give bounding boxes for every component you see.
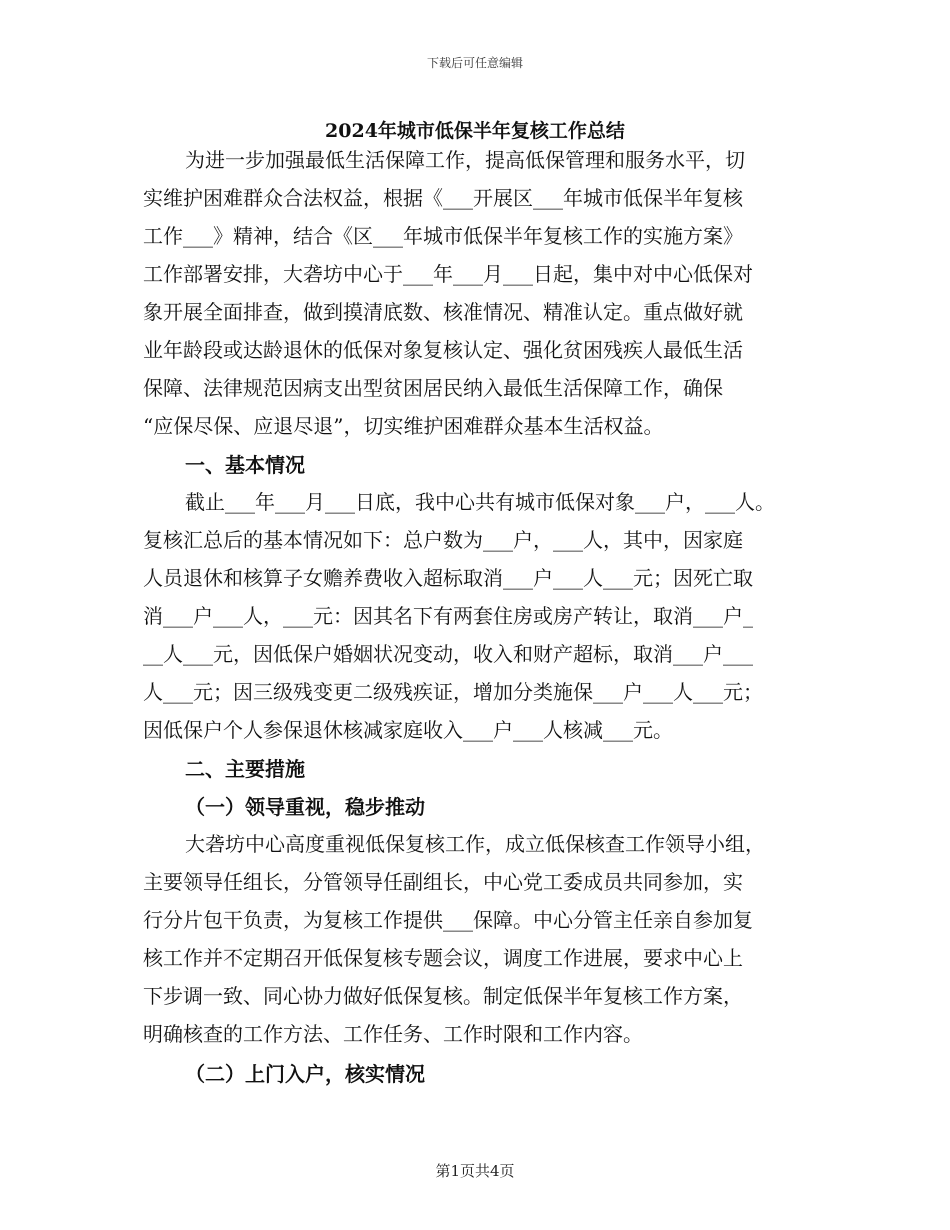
header-note: 下载后可任意编辑: [426, 56, 523, 70]
paragraph-line: 截止___年___月___日底，我中心共有城市低保对象___户，___人。: [185, 490, 775, 514]
paragraph-line: “应保尽保、应退尽退”，切实维护困难群众基本生活权益。: [143, 414, 664, 438]
paragraph-line: 象开展全面排查，做到摸清底数、核准情况、精准认定。重点做好就: [143, 300, 743, 324]
section-heading: 一、基本情况: [185, 453, 305, 477]
paragraph-line: 为进一步加强最低生活保障工作，提高低保管理和服务水平，切: [185, 148, 745, 172]
paragraph-line: 人___元；因三级残变更二级残疾证，增加分类施保___户___人___元；: [143, 680, 763, 704]
subsection-heading: （二）上门入户，核实情况: [185, 1062, 425, 1086]
paragraph-line: 业年龄段或达龄退休的低保对象复核认定、强化贫困残疾人最低生活: [143, 338, 743, 362]
paragraph-line: 大砻坊中心高度重视低保复核工作，成立低保核查工作领导小组，: [185, 832, 765, 856]
paragraph-line: 因低保户个人参保退休核减家庭收入___户___人核减___元。: [143, 718, 673, 742]
paragraph-line: 主要领导任组长，分管领导任副组长，中心党工委成员共同参加，实: [143, 870, 743, 894]
page-footer: 第1页共4页: [435, 1162, 515, 1180]
subsection-heading: （一）领导重视，稳步推动: [185, 795, 425, 819]
paragraph-line: 明确核查的工作方法、工作任务、工作时限和工作内容。: [143, 1022, 643, 1046]
paragraph-line: 人员退休和核算子女赡养费收入超标取消___户___人___元；因死亡取: [143, 566, 753, 590]
paragraph-line: __人___元，因低保户婚姻状况变动，收入和财产超标，取消___户___: [143, 642, 753, 666]
paragraph-line: 保障、法律规范因病支出型贫困居民纳入最低生活保障工作，确保: [143, 376, 723, 400]
paragraph-line: 下步调一致、同心协力做好低保复核。制定低保半年复核工作方案，: [143, 984, 743, 1008]
paragraph-line: 复核汇总后的基本情况如下：总户数为___户，___人，其中，因家庭: [143, 528, 743, 552]
paragraph-line: 工作部署安排，大砻坊中心于___年___月___日起，集中对中心低保对: [143, 262, 753, 286]
paragraph-line: 实维护困难群众合法权益，根据《___开展区___年城市低保半年复核: [143, 186, 743, 210]
section-heading: 二、主要措施: [185, 757, 305, 781]
paragraph-line: 行分片包干负责，为复核工作提供___保障。中心分管主任亲自参加复: [143, 908, 753, 932]
paragraph-line: 消___户___人，___元：因其名下有两套住房或房产转让，取消___户_: [143, 604, 753, 628]
document-title: 2024年城市低保半年复核工作总结: [325, 120, 625, 142]
paragraph-line: 工作___》精神，结合《区___年城市低保半年复核工作的实施方案》: [143, 224, 743, 248]
paragraph-line: 核工作并不定期召开低保复核专题会议，调度工作进展，要求中心上: [143, 946, 743, 970]
